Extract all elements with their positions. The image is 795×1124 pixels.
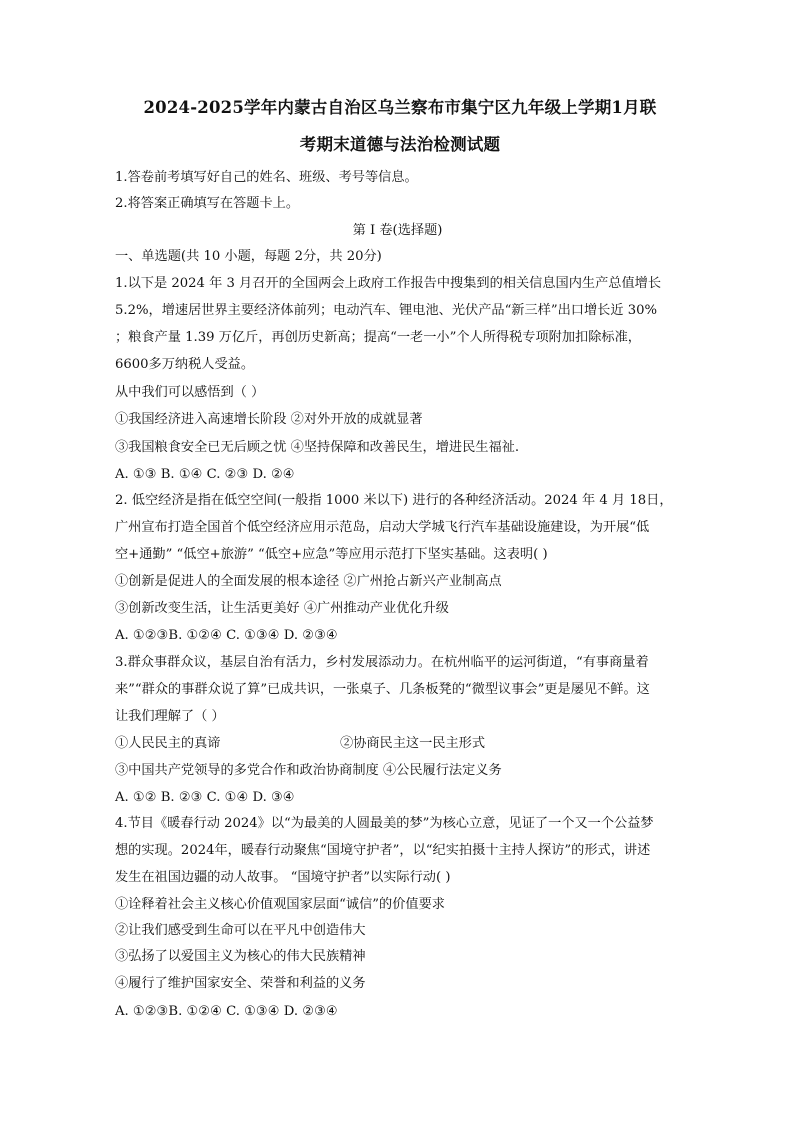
question-1-item-row-2: ③我国粮食安全已无后顾之忧 ④坚持保障和改善民生，增进民生福祉. — [115, 440, 520, 455]
question-2-line-3: 空+通勤” “低空+旅游” “低空+应急”等应用示范打下坚实基础。这表明( ) — [115, 547, 548, 562]
question-4-line-2: 想的实现。2024年，暖春行动聚焦“国境守护者”，以“纪实拍摄十主持人探访”的形式，讲述 — [115, 843, 651, 858]
instruction-1: 1.答卷前考填写好自己的姓名、班级、考号等信息。 — [115, 170, 418, 185]
question-4-item-2: ②让我们感受到生命可以在平凡中创造伟大 — [115, 923, 366, 938]
question-2-line-2: 广州宣布打造全国首个低空经济应用示范岛，启动大学城飞行汽车基础设施建设，为开展“低 — [115, 520, 650, 535]
question-4-item-3: ③弘扬了以爱国主义为核心的伟大民族精神 — [115, 949, 366, 964]
question-1-prompt: 从中我们可以感悟到（ ） — [115, 385, 265, 400]
question-3-line-3: 让我们理解了（ ） — [115, 709, 225, 724]
question-3-line-1: 3.群众事群众议，基层自治有活力，乡村发展添动力。在杭州临平的运河街道，“有事商量着 — [115, 655, 649, 670]
question-1-answers: A. ①③ B. ①④ C. ②③ D. ②④ — [115, 467, 295, 482]
question-2-line-1: 2. 低空经济是指在低空空间(一般指 1000 米以下) 进行的各种经济活动。2024 年 4 月 18日， — [115, 493, 673, 508]
question-2-answers: A. ①②③B. ①②④ C. ①③④ D. ②③④ — [115, 628, 338, 643]
document-title-line-2: 考期末道德与法治检测试题 — [299, 135, 501, 154]
question-1-item-row-1: ①我国经济进入高速增长阶段 ②对外开放的成就显著 — [115, 412, 423, 427]
question-3-item-row-2: ③中国共产党领导的多党合作和政治协商制度 ④公民履行法定义务 — [115, 763, 502, 778]
question-3-item-2: ②协商民主这一民主形式 — [340, 736, 486, 751]
question-2-item-row-1: ①创新是促进人的全面发展的根本途径 ②广州抢占新兴产业制高点 — [115, 574, 502, 589]
question-4-line-1: 4.节目《暖春行动 2024》以“为最美的人圆最美的梦”为核心立意，见证了一个又一个公益梦 — [115, 816, 654, 831]
question-4-answers: A. ①②③B. ①②④ C. ①③④ D. ②③④ — [115, 1004, 338, 1019]
section-heading: 第 I 卷(选择题) — [352, 223, 443, 238]
part-heading: 一、单选题(共 10 小题，每题 2分，共 20分) — [115, 249, 382, 264]
question-4-line-3: 发生在祖国边疆的动人故事。 “国境守护者”以实际行动( ) — [115, 870, 451, 885]
document-title-line-1: 2024-2025学年内蒙古自治区乌兰察布市集宁区九年级上学期1月联 — [143, 98, 657, 117]
question-3-answers: A. ①② B. ②③ C. ①④ D. ③④ — [115, 790, 295, 805]
question-1-line-2: 5.2%，增速居世界主要经济体前列；电动汽车、锂电池、光伏产品“新三样”出口增长近 30% — [115, 303, 658, 318]
question-1-line-1: 1.以下是 2024 年 3 月召开的全国两会上政府工作报告中搜集到的相关信息国内生产总值增长 — [115, 276, 662, 291]
instruction-2: 2.将答案正确填写在答题卡上。 — [115, 196, 300, 211]
question-3-item-1: ①人民民主的真谛 — [115, 736, 221, 751]
question-1-line-3: ；粮食产量 1.39 万亿斤，再创历史新高；提高“一老一小”个人所得税专项附加扣除标准， — [115, 330, 641, 345]
question-4-item-1: ①诠释着社会主义核心价值观国家层面“诚信”的价值要求 — [115, 897, 445, 912]
question-2-item-row-2: ③创新改变生活，让生活更美好 ④广州推动产业优化升级 — [115, 601, 449, 616]
question-3-line-2: 来”“群众的事群众说了算”已成共识，一张桌子、几条板凳的“微型议事会”更是屡见不鲜。这 — [115, 682, 650, 697]
question-4-item-4: ④履行了维护国家安全、荣誉和利益的义务 — [115, 976, 366, 991]
question-1-line-4: 6600多万纳税人受益。 — [115, 357, 255, 372]
